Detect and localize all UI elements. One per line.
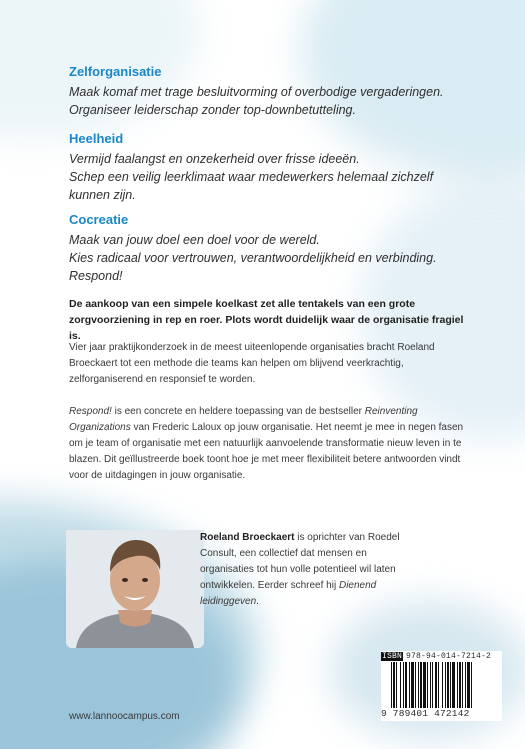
body-paragraph-1: Vier jaar praktijkonderzoek in de meest uiteenlopende organisaties bracht Roeland Broeckaert tot een methode die teams kan helpen om blijvend veerkrachtig, zelforganiserend en responsief te worden. <box>69 342 435 385</box>
isbn-label: ISBN 978-94-014-7214-2 <box>382 652 492 661</box>
website-url: www.lannoocampus.com <box>69 711 180 722</box>
section-line: Kies radicaal voor vertrouwen, verantwoordelijkheid en verbinding. <box>69 251 437 265</box>
author-name: Roeland Broeckaert <box>200 532 295 543</box>
section-line: Maak van jouw doel een doel voor de wereld. <box>69 233 320 247</box>
section-line: Schep een veilig leerklimaat waar medewerkers helemaal zichzelf kunnen zijn. <box>69 170 434 202</box>
section-cocreatie <box>69 212 469 285</box>
section-zelforganisatie <box>69 64 469 119</box>
section-line: Vermijd faalangst en onzekerheid over frisse ideeën. <box>69 152 360 166</box>
section-title: Cocreatie <box>69 212 129 227</box>
section-line: Maak komaf met trage besluitvorming of overbodige vergaderingen. <box>69 85 444 99</box>
section-line: Organiseer leiderschap zonder top-downbetutteling. <box>69 103 356 117</box>
isbn-barcode <box>381 651 502 721</box>
title-reinventing-organizations: Reinventing Organizations <box>69 406 418 433</box>
author-photo <box>66 530 204 648</box>
section-title: Heelheid <box>69 131 124 146</box>
section-line: Respond! <box>69 269 123 283</box>
body-paragraph-2: Respond! is een concrete en heldere toepassing van de bestseller Reinventing Organizations van Frederic Laloux op jouw organisatie. Het neemt je mee in negen fasen om je team of organisatie met een natuurlijk aanvoelende transformatie nieuw leven in te blazen. Dit geïllustreerde boek toont hoe je met meer flexibiliteit betere antwoorden vindt voor de uitdagingen in jouw organisatie. <box>69 406 464 481</box>
section-heelheid <box>69 131 469 204</box>
barcode-digits: 9 789401 472142 <box>381 708 470 719</box>
author-bio: Roeland Broeckaert is oprichter van Roedel Consult, een collectief dat mensen en organisaties tot hun volle potentieel wil laten ontwikkelen. Eerder schreef hij Dienend leidinggeven. <box>200 532 400 607</box>
barcode-bars <box>381 662 502 708</box>
title-respond: Respond! <box>69 406 112 417</box>
section-title: Zelforganisatie <box>69 64 162 79</box>
lead-paragraph: De aankoop van een simpele koelkast zet alle tentakels van een grote zorgvoorziening in rep en roer. Plots wordt duidelijk waar de organisatie fragiel is. <box>69 298 464 342</box>
previous-book-title: Dienend leidinggeven <box>200 580 377 607</box>
